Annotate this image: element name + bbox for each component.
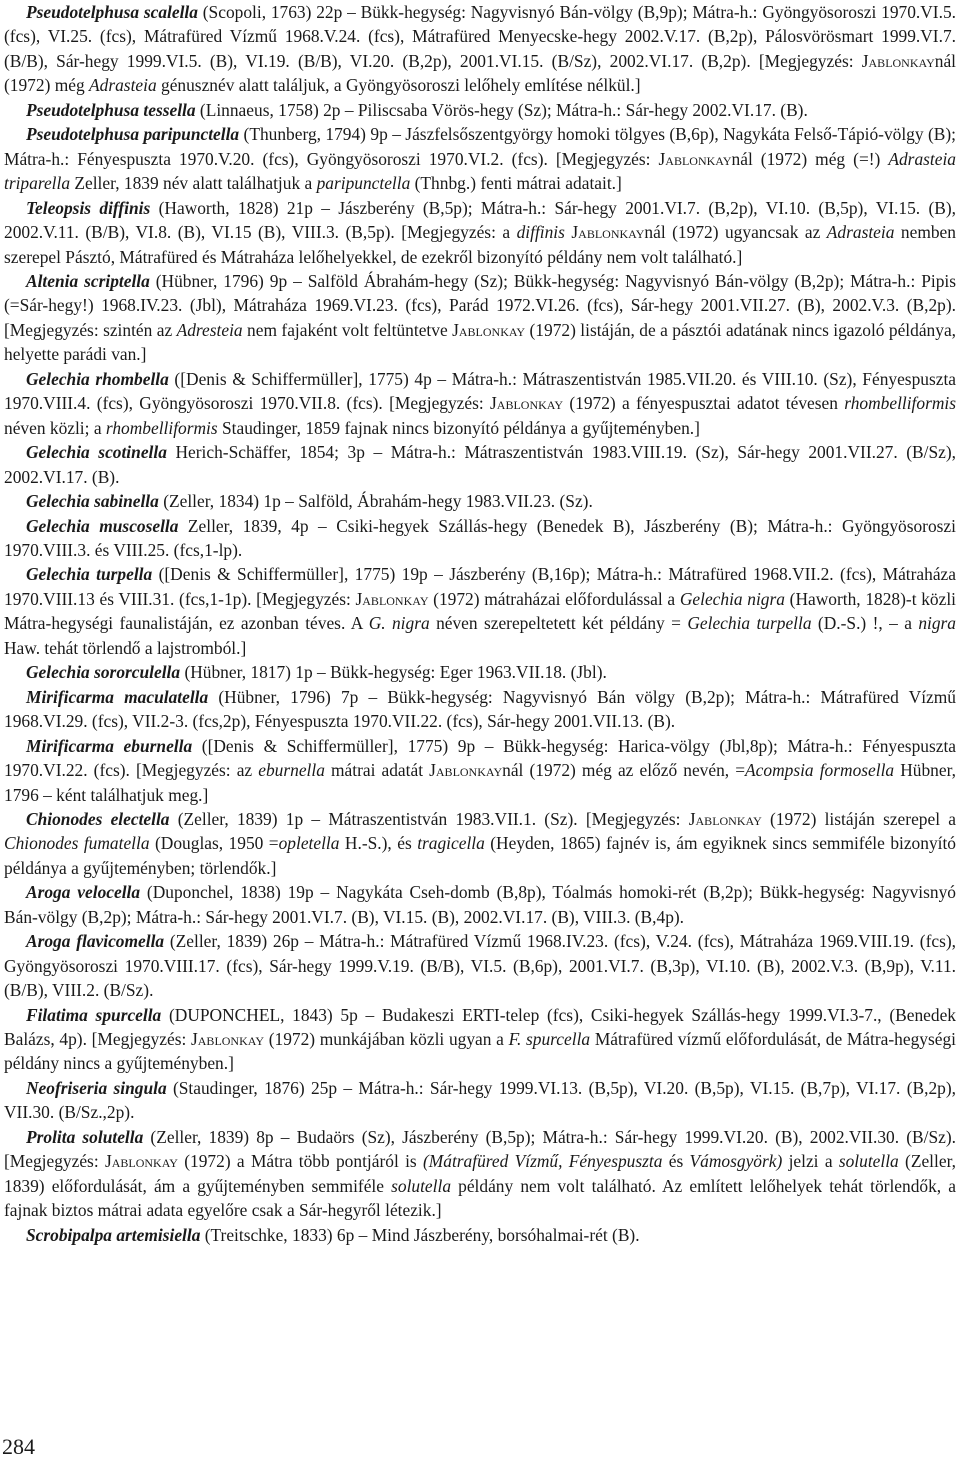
entry-text: és [662, 1151, 690, 1172]
italic-taxon: solutella [391, 1175, 452, 1196]
entry-text: (Douglas, 1950 = [149, 833, 279, 854]
species-entry [4, 734, 956, 807]
entry-text: néven szerepeltetett két példány = [429, 613, 688, 634]
entry-text: jelzi a [782, 1151, 839, 1172]
entry-text: ([Denis & Schiffermüller], 1775) 19p – Jászberény (B,16p); Mátra-h.: Mátrafüred 1968.VII.2. (fcs), Mátraháza 1970.VIII.13 és VIII.31. (fcs,1-1p). [Megjegyzés: [4, 564, 956, 609]
entry-text: (1972) mátraházai előfordulással a [428, 588, 680, 609]
entry-text: Herich-Schäffer, 1854; 3p – Mátra-h.: Mátraszentistván 1983.VIII.19. (Sz), Sár-hegy 2001.VII.27. (B/Sz), 2002.VI.17. (B). [4, 442, 956, 487]
entry-text: (Duponchel, 1838) 19p – Nagykáta Cseh-domb (B,8p), Tóalmás homoki-rét (B,2p); Bükk-hegység: Nagyvisnyó Bán-völgy (B,2p); Mátra-h.: Sár-hegy 2001.VI.7. (B), VI.15. (B), 2002.VI.17. (B), VIII.3. (B,4p). [4, 882, 956, 927]
italic-taxon: rhombelliformis [105, 417, 218, 438]
entry-text: (Hübner, 1817) 1p – Bükk-hegység: Eger 1963.VII.18. (Jbl). [180, 662, 607, 683]
species-name: Mirificarma eburnella [26, 735, 193, 756]
species-entry [4, 1223, 956, 1247]
entry-text: génusznév alatt találjuk, a Gyöngyösoroszi lelőhely említése nélkül.] [156, 75, 641, 96]
italic-taxon: solutella [838, 1151, 899, 1172]
entry-text: nem fajaként volt feltüntetve [242, 319, 453, 340]
species-entry [4, 685, 956, 734]
species-name: Aroga velocella [26, 882, 141, 903]
entry-text: ([Denis & Schiffermüller], 1775) 4p – Mátra-h.: Mátraszentistván 1985.VII.20. és VIII.10. (Sz), Fényespuszta 1970.VIII.4. (fcs), Gyöngyösoroszi 1970.VII.8. (fcs). [Megjegyzés: [4, 368, 957, 414]
entry-text: nál (1972) ugyancsak az [644, 222, 827, 243]
italic-taxon: nigra [918, 613, 956, 634]
entry-text: (Haworth, 1828) 21p – Jászberény (B,5p); Mátra-h.: Sár-hegy 2001.VI.7. (B,2p), VI.10. (B,5p), VI.15. (B), 2002.V.11. (B/B), VI.8. (B), VI.15 (B), VIII.3. (B,5p). [Megjegyzés: a [4, 197, 956, 243]
species-entry [4, 929, 956, 1002]
entry-text: Hübner, 1796 – ként találhatjuk meg.] [4, 760, 957, 805]
author-name: Jablonkay [355, 588, 429, 609]
author-name: Jablonkay [571, 222, 645, 243]
entry-text: (D.-S.) !, – a [811, 613, 919, 634]
author-name: Jablonkay [429, 760, 503, 781]
italic-taxon: tragicella [417, 833, 485, 854]
entry-text: (Hübner, 1796) 9p – Salföld Ábrahám-hegy (Sz); Bükk-hegység: Nagyvisnyó Bán-völgy (B,2p); Mátra-h.: Pipis (=Sár-hegy!) 1968.IV.23. (Jbl), Mátraháza 1969.VI.23. (fcs), Parád 1972.VI.26. (fcs), Sár-hegy 2001.VII.27. (B), 2002.V.3. (B,2p). [Megjegyzés: szintén az [4, 270, 957, 340]
entry-text: (Scopoli, 1763) 22p – Bükk-hegység: Nagyvisnyó Bán-völgy (B,9p); Mátra-h.: Gyöngyösoroszi 1970.VI.5. (fcs), VI.25. (fcs), Mátrafüred Vízmű 1968.V.24. (fcs), Mátrafüred Menyecske-hegy 2002.V.17. (B,2p), Pálosvörösmart 1999.VI.7. (B/B), Sár-hegy 1999.VI.5. (B), VI.19. (B/B), VI.20. (B,2p), 2001.VI.15. (B/Sz), 2002.VI.17. (B,2p). [4, 2, 956, 71]
entry-text: Zeller, 1839, 4p – Csiki-hegyek Szállás-hegy (Benedek B), Jászberény (B); Mátra-h.: Gyöngyösoroszi 1970.VIII.3. és VIII.25. (fcs,1-lp). [4, 515, 956, 560]
entry-text: (Staudinger, 1876) 25p – Mátra-h.: Sár-hegy 1999.VI.13. (B,5p), VI.20. (B,5p), VI.15. (B,7p), VI.17. (B,2p), VII.30. (B/Sz.,2p). [4, 1077, 956, 1123]
species-entry [4, 269, 956, 367]
species-name: Gelechia sabinella [26, 491, 159, 512]
species-entry [4, 1003, 956, 1076]
entry-text: példány nem volt található. Az említett lelőhelyek tehát törlendők, a fajnak biztos mátrai adata egyelőre csak a Sár-hegyről létezik.] [4, 1175, 956, 1221]
species-name: Altenia scriptella [26, 270, 150, 291]
entry-text: Zeller, 1839 név alatt találhatjuk a [70, 173, 317, 194]
author-name: Jablonkay [452, 319, 526, 340]
italic-taxon: opletella [278, 833, 340, 854]
entry-text: (Linnaeus, 1758) 2p – Piliscsaba Vörös-hegy (Sz); Mátra-h.: Sár-hegy 2002.VI.17. (B). [195, 99, 808, 120]
entry-text: (Zeller, 1839) előfordulását, ám a gyűjteményben semmiféle [4, 1151, 957, 1196]
entry-text: nál (1972) még [4, 50, 956, 96]
species-name: Pseudotelphusa tessella [26, 99, 196, 120]
species-name: Gelechia rhombella [26, 368, 169, 389]
species-name: Mirificarma maculatella [26, 686, 209, 707]
species-name: Gelechia muscosella [26, 515, 179, 536]
italic-taxon: Adresteia [176, 319, 243, 340]
entry-text: mátrai adatát [324, 760, 430, 781]
species-entry [4, 440, 956, 489]
entry-text: nál (1972) még az előző nevén, = [502, 760, 746, 781]
species-name: Aroga flavicomella [26, 931, 165, 952]
species-name: Prolita solutella [26, 1126, 144, 1147]
species-entry [4, 660, 956, 684]
italic-taxon: Gelechia nigra [679, 588, 785, 609]
entry-text: [Megjegyzés: [758, 50, 862, 71]
entry-text: ([Denis & Schiffermüller], 1775) 9p – Bükk-hegység: Harica-völgy (Jbl,8p); Mátra-h.: Fényespuszta 1970.VI.22. (fcs). [Megjegyzés: az [4, 735, 956, 781]
entry-text: (Zeller, 1839) 1p – Mátraszentistván 1983.VII.1. (Sz). [Megjegyzés: [169, 808, 689, 829]
italic-taxon: Acompsia formosella [745, 760, 895, 781]
entry-text: (Zeller, 1834) 1p – Salföld, Ábrahám-hegy 1983.VII.23. (Sz). [158, 491, 593, 512]
italic-taxon: Adrasteia triparella [4, 148, 956, 194]
author-name: Jablonkay [688, 808, 762, 829]
entry-text: (Thunberg, 1794) 9p – Jászfelsőszentgyörgy homoki tölgyes (B,6p), Nagykáta Felső-Tápió-völgy (B); Mátra-h.: Fényespuszta 1970.V.20. (fcs), Gyöngyösoroszi 1970.VI.2. (fcs). [Megjegyzés: [4, 124, 957, 169]
species-name: Gelechia turpella [26, 564, 153, 585]
species-entry [4, 122, 956, 195]
italic-taxon: Vámosgyörk) [689, 1151, 783, 1172]
page-number: 284 [2, 1434, 35, 1459]
species-entry [4, 1125, 956, 1223]
italic-taxon: rhombelliformis [844, 393, 957, 414]
species-entry [4, 98, 956, 122]
page-body [4, 0, 956, 1247]
author-name: Jablonkay [104, 1151, 178, 1172]
entry-text: (1972) listáján, de a pásztói adatának nincs igazoló példánya, helyette parádi van.] [4, 319, 957, 365]
entry-text: néven közli; a [4, 417, 106, 438]
entry-text: (1972) a fényespusztai adatot tévesen [563, 393, 845, 414]
italic-taxon: G. nigra [368, 613, 430, 634]
entry-text: Mátrafüred vízmű előfordulását, de Mátra-hegységi példány nincs a gyűjteményben.] [4, 1029, 957, 1074]
entry-text: (1972) munkájában közli ugyan a [264, 1029, 509, 1050]
entry-text: (Zeller, 1839) 8p – Budaörs (Sz), Jászberény (B,5p); Mátra-h.: Sár-hegy 1999.VI.20. (B), 2002.VII.30. (B/Sz). [Megjegyzés: [4, 1126, 956, 1172]
italic-taxon: Adrasteia [826, 222, 895, 243]
entry-text: (Thnbg.) fenti mátrai adatait.] [410, 173, 622, 194]
species-name: Chionodes electella [26, 808, 170, 829]
italic-taxon: Gelechia turpella [687, 613, 812, 634]
italic-taxon: Adrasteia [89, 75, 157, 96]
entry-text: (Hübner, 1796) 7p – Bükk-hegység: Nagyvisnyó Bán völgy (B,2p); Mátra-h.: Mátrafüred Vízmű 1968.VI.29. (fcs), VII.2-3. (fcs,2p), Fényespuszta 1970.VII.22. (fcs), Sár-hegy 2001.VII.13. (B). [4, 686, 956, 732]
species-name: Neofriseria singula [26, 1077, 167, 1098]
author-name: Jablonkay [490, 393, 564, 414]
species-name: Pseudotelphusa scalella [26, 2, 198, 22]
species-entry [4, 196, 956, 269]
italic-taxon: eburnella [258, 760, 325, 781]
entry-text: (Treitschke, 1833) 6p – Mind Jászberény, borsóhalmai-rét (B). [200, 1224, 640, 1245]
entry-text: (Haworth, 1828)-t közli Mátra-hegységi faunalistáján, ez azonban téves. A [4, 588, 956, 634]
species-entry [4, 807, 956, 880]
author-name: Jablonkay [191, 1029, 264, 1050]
species-entry [4, 1076, 956, 1125]
species-name: Gelechia scotinella [26, 442, 167, 463]
author-name: Jablonkay [658, 148, 732, 169]
entry-text: Staudinger, 1859 fajnak nincs bizonyító példánya a gyűjteményben.] [217, 417, 700, 438]
entry-text: nál (1972) még (=!) [731, 148, 889, 169]
entry-text: (Heyden, 1865) fajnév is, ám egyiknek sincs semmiféle bizonyító példánya a gyűjteményben; törlendők.] [4, 833, 957, 878]
author-name: Jablonkay [861, 50, 935, 71]
italic-taxon: paripunctella [316, 173, 411, 194]
entry-text: (1972) a Mátra több pontjáról is [177, 1151, 423, 1172]
species-name: Gelechia sororculella [26, 662, 181, 683]
italic-taxon: Chionodes fumatella [4, 833, 150, 854]
italic-taxon: F. spurcella [508, 1029, 591, 1050]
italic-taxon: diffinis [516, 222, 565, 243]
entry-text: (1972) listáján szerepel a [761, 808, 957, 829]
species-entry [4, 489, 956, 513]
species-name: Filatima spurcella [26, 1004, 162, 1025]
species-entry [4, 880, 956, 929]
species-entry [4, 0, 956, 98]
species-name: Scrobipalpa artemisiella [26, 1224, 201, 1245]
species-entry [4, 367, 956, 440]
entry-text: Haw. tehát törlendő a lajstromból.] [4, 637, 247, 658]
entry-text: H.-S.), és [339, 833, 418, 854]
species-entry [4, 562, 956, 660]
entry-text: (Zeller, 1839) 26p – Mátra-h.: Mátrafüred Vízmű 1968.IV.23. (fcs), V.24. (fcs), Mátraháza 1969.VIII.19. (fcs), Gyöngyösoroszi 1970.VIII.17. (fcs), Sár-hegy 1999.V.19. (B/B), VI.5. (B,6p), 2001.VI.7. (B,3p), VI.10. (B), 2002.V.3. (B,9p), V.11. (B/B), VIII.2. (B/Sz). [4, 931, 956, 1001]
entry-text: nemben szerepel Pásztó, Mátrafüred és Mátraháza lelőhelyekkel, de ezekről bizonyító példány nem volt található.] [4, 222, 956, 267]
entry-text: (DUPONCHEL, 1843) 5p – Budakeszi ERTI-telep (fcs), Csiki-hegyek Szállás-hegy 1999.VI.3-7., (Benedek Balázs, 4p). [Megjegyzés: [4, 1004, 956, 1050]
species-name: Teleopsis diffinis [26, 197, 151, 218]
species-entry [4, 514, 956, 563]
species-name: Pseudotelphusa paripunctella [26, 124, 240, 145]
italic-taxon: (Mátrafüred Vízmű, Fényespuszta [422, 1151, 663, 1172]
